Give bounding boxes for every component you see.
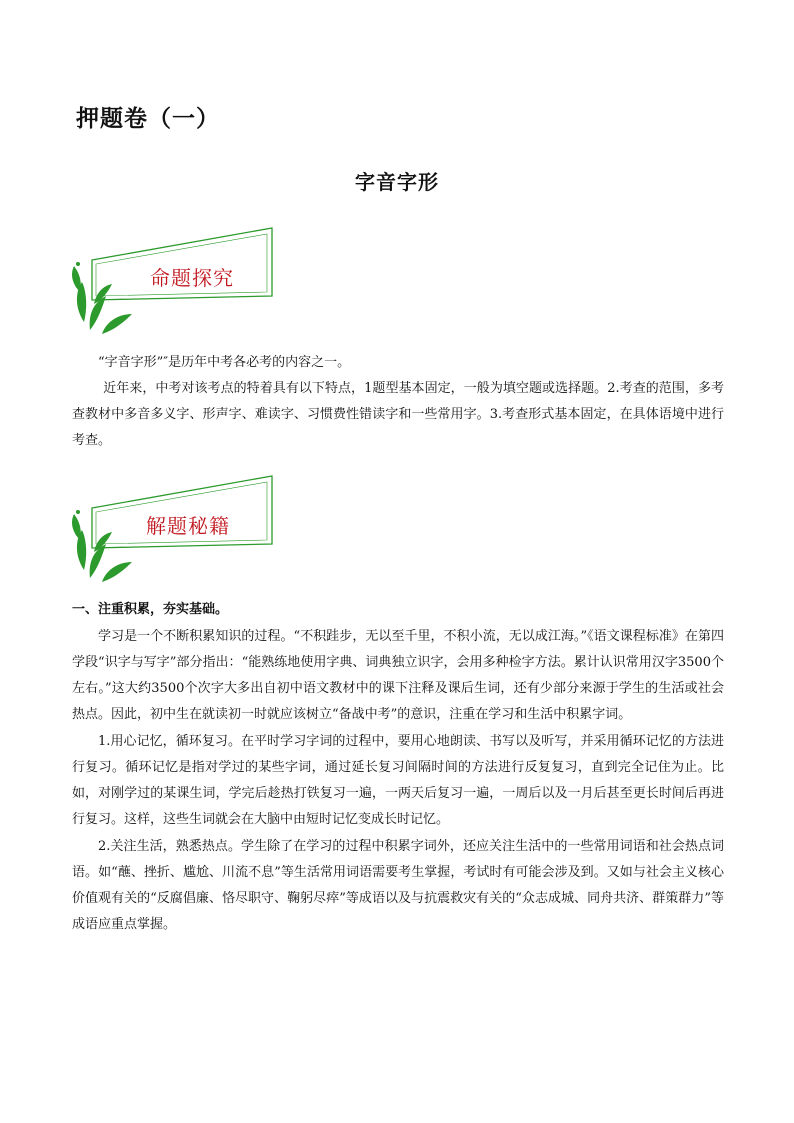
intro-text xyxy=(72,350,724,454)
intro-paragraph: “字音字形”″是历年中考各必考的内容之一。 xyxy=(98,355,351,370)
document-title: 押题卷（一） xyxy=(76,106,220,132)
banner-label: 解题秘籍 xyxy=(146,514,230,538)
intro-paragraph: 近年来，中考对该考点的特着具有以下特点，1题型基本固定，一般为填空题或选择题。2.考查的范围，多考查教材中多音多义字、形声字、难读字、习惯费性错读字和一些常用字。3.考查形式基本固定，在具体语境中进行考查。 xyxy=(72,381,724,448)
section-heading: 一、注重积累，夯实基础。 xyxy=(72,602,229,617)
section-body xyxy=(72,624,724,938)
body-paragraph: 学习是一个不断积累知识的过程。“不积跬步，无以至千里，不积小流，无以成江海。”《语文课程标准》在第四学段“识字与写字”部分指出：“能熟练地使用字典、词典独立识字，会用多种检字方法。累计认识常用汉字3500个左右。”这大约3500个次字大多出自初中语文教材中的课下注释及课后生词，还有少部分来源于学生的生活或社会热点。因此，初中生在就读初一时就应该树立“备战中考”的意识，注重在学习和生活中积累字词。 xyxy=(72,629,724,722)
banner-label: 命题探究 xyxy=(150,266,234,290)
banner-solution-secrets xyxy=(66,474,286,586)
section-title: 字音字形 xyxy=(355,170,439,194)
body-paragraph: 1.用心记忆，循环复习。在平时学习字词的过程中，要用心地朗读、书写以及听写，并采用循环记忆的方法进行复习。循环记忆是指对学过的某些字词，通过延长复习间隔时间的方法进行反复复习，直到完全记住为止。比如，对刚学过的某课生词，学完后趁热打铁复习一遍，一两天后复习一遍，一周后以及一月后甚至更长时间后再进行复习。这样，这些生词就会在大脑中由短时记忆变成长时记忆。 xyxy=(72,734,724,827)
body-paragraph: 2.关注生活，熟悉热点。学生除了在学习的过程中积累字词外，还应关注生活中的一些常用词语和社会热点词语。如“蘸、挫折、尴尬、川流不息”等生活常用词语需要考生掌握，考试时有可能会涉及到。又如与社会主义核心价值观有关的“反腐倡廉、恪尽职守、鞠躬尽瘁”等成语以及与抗震救灾有关的“众志成城、同舟共济、群策群力”等成语应重点掌握。 xyxy=(72,839,724,932)
banner-proposition-research xyxy=(66,226,286,338)
